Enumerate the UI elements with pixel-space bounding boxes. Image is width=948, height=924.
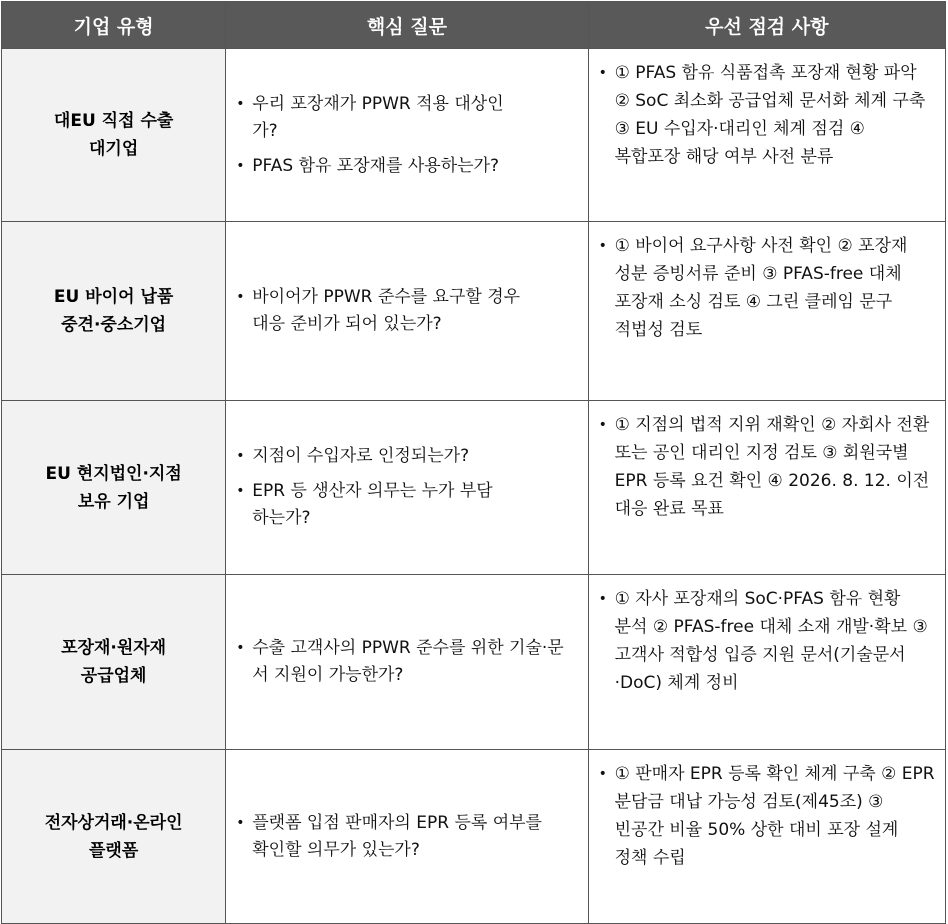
header-key-question: 핵심 질문 (226, 2, 588, 49)
company-type-cell (2, 750, 226, 924)
question-item: • 우리 포장재가 PPWR 적용 대상인가? (236, 91, 577, 145)
company-type-line: 포장재·원자재 (61, 638, 167, 658)
check-item: • ① PFAS 함유 식품접촉 포장재 현황 파악 ② SoC 최소화 공급업체 문서화 체계 구축 ③ EU 수입자·대리인 체계 점검 ④ 복합포장 해당 여부 사전 분류 (599, 59, 935, 171)
question-item: • PFAS 함유 포장재를 사용하는가? (236, 153, 577, 180)
company-type-checklist-table (1, 1, 946, 924)
table-row (2, 401, 946, 575)
header-company-type: 기업 유형 (2, 2, 226, 49)
check-item: • ① 자사 포장재의 SoC·PFAS 함유 현황 분석 ② PFAS-free 대체 소재 개발·확보 ③ 고객사 적합성 입증 지원 문서(기술문서·DoC) 체계 정비 (599, 585, 935, 697)
header-row (2, 2, 946, 49)
company-type-line: 대기업 (88, 139, 139, 159)
table-row (2, 575, 946, 750)
check-cell (588, 222, 945, 401)
company-type-cell (2, 222, 226, 401)
check-item: • ① 바이어 요구사항 사전 확인 ② 포장재 성분 증빙서류 준비 ③ PFAS-free 대체 포장재 소싱 검토 ④ 그린 클레임 문구 적법성 검토 (599, 232, 935, 344)
check-cell (588, 401, 945, 575)
question-cell (226, 222, 588, 401)
company-type-line: 전자상거래·온라인 (44, 812, 183, 833)
check-cell (588, 49, 945, 222)
company-type-line: 중견·중소기업 (61, 315, 167, 335)
question-cell (226, 49, 588, 222)
question-item: • EPR 등 생산자 의무는 누가 부담하는가? (236, 478, 577, 532)
company-type-line: EU 현지법인·지점 (45, 463, 182, 484)
check-item: • ① 지점의 법적 지위 재확인 ② 자회사 전환 또는 공인 대리인 지정 검토 ③ 회원국별 EPR 등록 요건 확인 ④ 2026. 8. 12. 이전 대응 완료 목표 (599, 411, 935, 523)
company-type-cell (2, 575, 226, 750)
company-type-line: 플랫폼 (88, 840, 139, 861)
company-type-line: EU 바이어 납품 (53, 287, 174, 307)
company-type-line: 공급업체 (80, 666, 147, 686)
question-item: • 수출 고객사의 PPWR 준수를 위한 기술·문서 지원이 가능한가? (236, 635, 577, 689)
check-item: • ① 판매자 EPR 등록 확인 체계 구축 ② EPR 분담금 대납 가능성 검토(제45조) ③ 빈공간 비율 50% 상한 대비 포장 설계 정책 수립 (599, 760, 935, 872)
header-priority-checks: 우선 점검 사항 (588, 2, 945, 49)
table-row (2, 49, 946, 222)
company-type-cell (2, 49, 226, 222)
question-item: • 지점이 수입자로 인정되는가? (236, 443, 577, 470)
question-cell (226, 401, 588, 575)
check-cell (588, 750, 945, 924)
table-row (2, 750, 946, 924)
question-item: • 바이어가 PPWR 준수를 요구할 경우 대응 준비가 되어 있는가? (236, 284, 577, 338)
company-type-cell (2, 401, 226, 575)
question-item: • 플랫폼 입점 판매자의 EPR 등록 여부를 확인할 의무가 있는가? (236, 810, 577, 864)
company-type-line: 대EU 직접 수출 (53, 111, 174, 131)
table-row (2, 222, 946, 401)
question-cell (226, 575, 588, 750)
question-cell (226, 750, 588, 924)
company-type-line: 보유 기업 (77, 491, 150, 512)
check-cell (588, 575, 945, 750)
